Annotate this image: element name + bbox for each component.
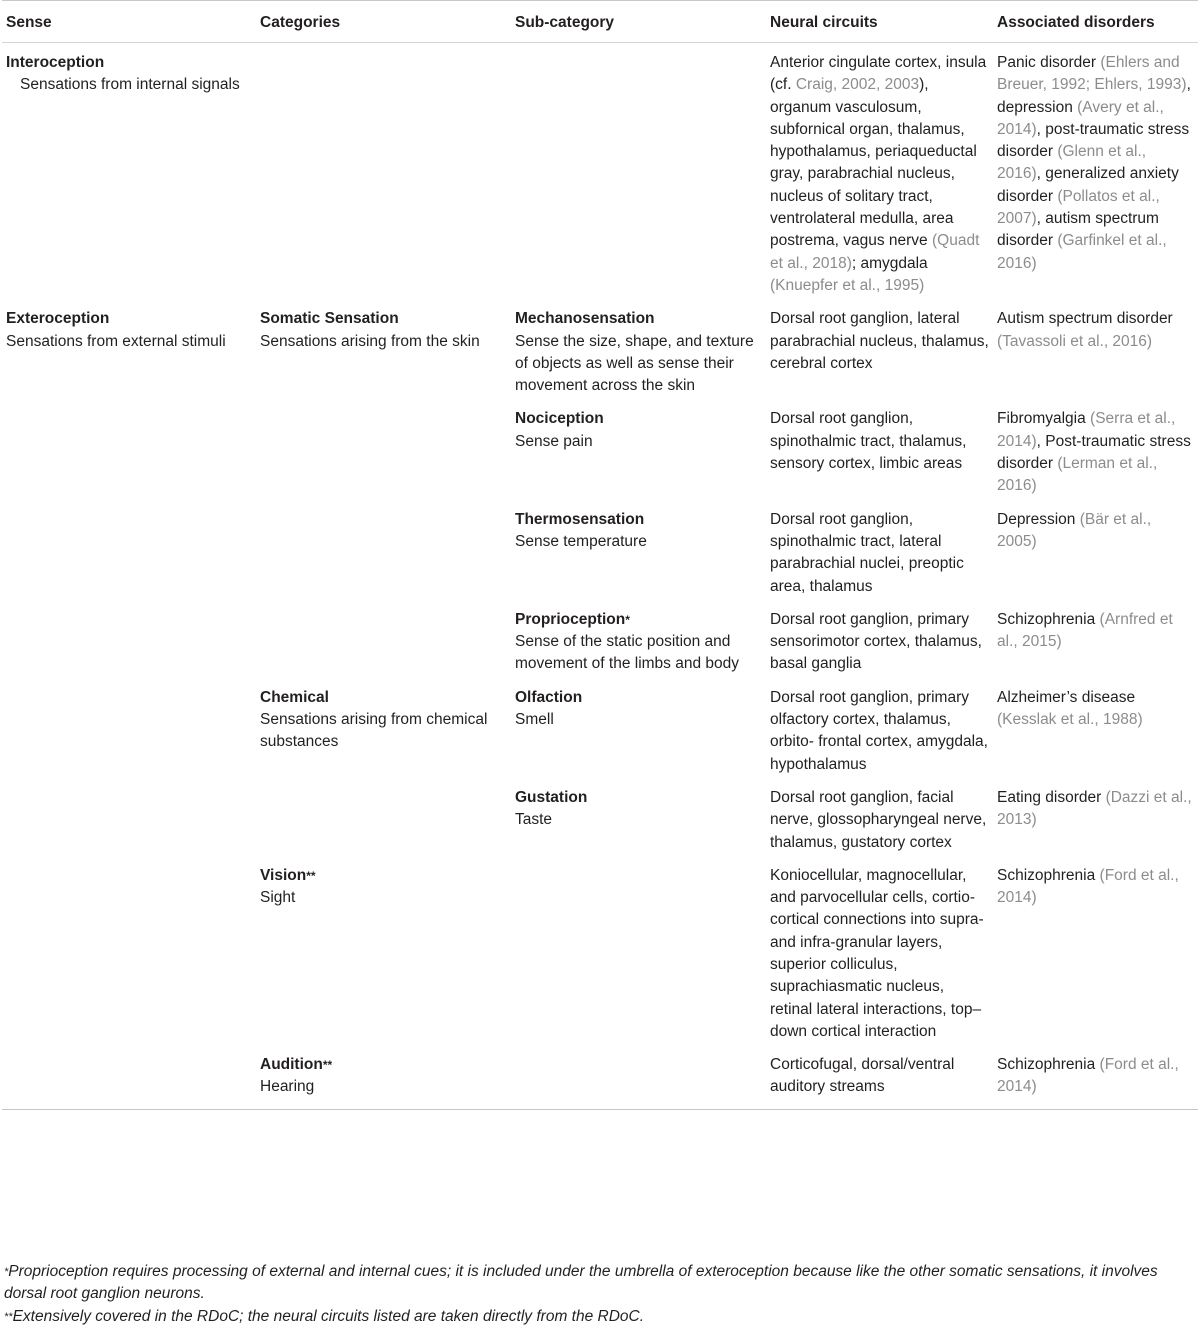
sense-cell (2, 43, 256, 300)
text-segment: Schizophrenia (997, 866, 1100, 884)
associated-disorders-cell (993, 778, 1198, 856)
footnote-mark: * (625, 612, 630, 627)
text-segment: Dorsal root ganglion, spinothalmic tract, thalamus, sensory cortex, limbic areas (770, 410, 967, 473)
sense-cell (2, 678, 256, 778)
table-row (2, 1045, 1198, 1109)
sub-category-title-text: Proprioception (515, 610, 626, 628)
category-description: Sensations arising from the skin (260, 332, 480, 350)
sub-category-title (515, 687, 762, 709)
citation: (Ehlers and Breuer, 1992; Ehlers, 1993) (997, 54, 1187, 94)
categories-cell (256, 399, 511, 499)
sub-category-title-text: Mechanosensation (515, 310, 655, 328)
sub-category-title-text: Olfaction (515, 688, 583, 706)
text-segment: Dorsal root ganglion, lateral parabrachial nucleus, thalamus, cerebral cortex (770, 310, 989, 372)
citation: (Avery et al., 2014) (997, 98, 1164, 138)
citation: (Bär et al., 2005) (997, 510, 1152, 550)
categories-cell (256, 500, 511, 600)
footnote-mark: ** (4, 1310, 13, 1323)
sense-cell (2, 399, 256, 499)
citation: (Quadt et al., 2018) (770, 232, 980, 272)
associated-disorders-cell (993, 399, 1198, 499)
text-segment: Schizophrenia (997, 1056, 1100, 1074)
associated-disorders-cell (993, 600, 1198, 678)
citation: (Pollatos et al., 2007) (997, 187, 1160, 228)
citation: (Serra et al., 2014) (997, 410, 1176, 450)
footnote-2 (4, 1306, 1196, 1328)
category-title-text: Somatic Sensation (260, 310, 399, 328)
associated-disorders-cell (993, 43, 1198, 300)
text-segment: Depression (997, 510, 1080, 528)
sub-category-cell (511, 678, 766, 778)
table-row (2, 600, 1198, 678)
sense-cell (2, 778, 256, 856)
category-title-text: Chemical (260, 688, 329, 706)
sub-category-description: Sense temperature (515, 532, 647, 550)
associated-disorders-cell (993, 299, 1198, 399)
text-segment: , post-traumatic stress disorder (997, 120, 1190, 161)
citation: (Garfinkel et al., 2016) (997, 232, 1167, 272)
header-row (2, 5, 1198, 43)
text-segment: Anterior cingulate cortex, insula (cf. (770, 54, 987, 94)
neural-circuits-cell (766, 1045, 993, 1109)
categories-cell (256, 600, 511, 678)
category-title (260, 308, 507, 330)
category-title (260, 865, 507, 887)
sub-category-description: Sense the size, shape, and texture of objects as well as sense their movement across the skin (515, 332, 754, 395)
sub-category-cell (511, 43, 766, 300)
citation: (Dazzi et al., 2013) (997, 788, 1192, 829)
footnote-text: Extensively covered in the RDoC; the neural circuits listed are taken directly from the RDoC. (12, 1307, 645, 1325)
sub-category-cell (511, 399, 766, 499)
header-categories: Categories (256, 5, 511, 43)
sub-category-cell (511, 500, 766, 600)
sub-category-title (515, 609, 762, 631)
text-segment: Koniocellular, magnocellular, and parvocellular cells, cortio-cortical connections into supra- and infra-granular layers, superior colliculus, suprachiasmatic nucleus, retinal lateral interactions, top–down cortical interaction (770, 866, 984, 1040)
sub-category-cell (511, 778, 766, 856)
citation: (Lerman et al., 2016) (997, 455, 1158, 495)
neural-circuits-cell (766, 600, 993, 678)
neural-circuits-cell (766, 856, 993, 1045)
text-segment: , Post-traumatic stress disorder (997, 432, 1191, 473)
citation: (Ford et al., 2014) (997, 1056, 1179, 1096)
text-segment: Panic disorder (997, 54, 1101, 71)
sub-category-title (515, 308, 762, 330)
neural-circuits-cell (766, 678, 993, 778)
text-segment: Autism spectrum disorder (997, 310, 1173, 328)
header-associated-disorders: Associated disorders (993, 5, 1198, 43)
text-segment: Alzheimer’s disease (997, 688, 1136, 706)
text-segment: Eating disorder (997, 788, 1106, 806)
header-neural-circuits: Neural circuits (766, 5, 993, 43)
citation: (Knuepfer et al., 1995) (770, 276, 925, 294)
footnote-mark: * (4, 1266, 9, 1278)
category-description: Hearing (260, 1078, 315, 1096)
table-row (2, 299, 1198, 399)
categories-cell (256, 678, 511, 778)
table-row (2, 856, 1198, 1045)
header-sub-category: Sub-category (511, 5, 766, 43)
text-segment: Corticofugal, dorsal/ventral auditory streams (770, 1056, 955, 1096)
citation: (Ford et al., 2014) (997, 866, 1179, 907)
neural-circuits-cell (766, 399, 993, 499)
sub-category-title (515, 787, 762, 809)
neural-circuits-cell (766, 43, 993, 300)
table-row (2, 778, 1198, 856)
sense-cell (2, 500, 256, 600)
sub-category-title (515, 509, 762, 531)
category-title-text: Audition (260, 1056, 323, 1074)
citation: (Tavassoli et al., 2016) (997, 332, 1153, 350)
citation: (Arnfred et al., 2015) (997, 610, 1173, 651)
sub-category-cell (511, 856, 766, 1045)
footnote-text: Proprioception requires processing of external and internal cues; it is included under the umbrella of exteroception because like the other somatic sensations, it involves dorsal root ganglion neurons. (4, 1263, 1158, 1303)
text-segment: Schizophrenia (997, 610, 1100, 628)
text-segment: , depression (997, 76, 1191, 116)
sub-category-title-text: Thermosensation (515, 510, 645, 528)
sub-category-title (515, 408, 762, 430)
neural-circuits-cell (766, 778, 993, 856)
footnote-mark: ** (306, 868, 316, 883)
associated-disorders-cell (993, 1045, 1198, 1109)
neural-circuits-cell (766, 299, 993, 399)
associated-disorders-cell (993, 856, 1198, 1045)
table-row-interoception (2, 43, 1198, 300)
table-row (2, 399, 1198, 499)
header-sense: Sense (2, 5, 256, 43)
text-segment: Dorsal root ganglion, primary olfactory cortex, thalamus, orbito- frontal cortex, amygdala, hypothalamus (770, 688, 988, 773)
category-title (260, 687, 507, 709)
sub-category-title-text: Nociception (515, 410, 604, 428)
sub-category-description: Sense of the static position and movement of the limbs and body (515, 633, 740, 673)
text-segment: ; amygdala (851, 254, 928, 272)
sub-category-cell (511, 299, 766, 399)
sub-category-description: Sense pain (515, 432, 593, 450)
citation: (Glenn et al., 2016) (997, 143, 1147, 183)
text-segment: , generalized anxiety disorder (997, 165, 1179, 205)
citation: (Kesslak et al., 1988) (997, 711, 1143, 729)
sense-title: Exteroception (6, 310, 110, 328)
text-segment: Fibromyalgia (997, 410, 1091, 428)
sensory-table (2, 0, 1198, 1110)
associated-disorders-cell (993, 500, 1198, 600)
text-segment: Dorsal root ganglion, primary sensorimotor cortex, thalamus, basal ganglia (770, 610, 982, 673)
categories-cell (256, 856, 511, 1045)
citation: Craig, 2002, 2003 (795, 76, 920, 94)
sense-cell (2, 299, 256, 399)
sense-cell (2, 1045, 256, 1109)
table-row (2, 500, 1198, 600)
categories-cell (256, 778, 511, 856)
footnote-mark: ** (322, 1058, 333, 1073)
sense-cell (2, 600, 256, 678)
sense-title: Interoception (6, 54, 105, 71)
table-row (2, 678, 1198, 778)
footnotes (4, 1261, 1196, 1328)
text-segment: , autism spectrum disorder (997, 210, 1159, 250)
sub-category-title-text: Gustation (515, 788, 588, 806)
associated-disorders-cell (993, 678, 1198, 778)
category-description: Sight (260, 889, 296, 907)
text-segment: Dorsal root ganglion, facial nerve, glossopharyngeal nerve, thalamus, gustatory cortex (770, 788, 987, 851)
categories-cell (256, 1045, 511, 1109)
text-segment: ), organum vasculosum, subfornical organ, thalamus, hypothalamus, periaqueductal gray, parabrachial nucleus, nucleus of solitary tract, ventrolateral medulla, area postrema, vagus nerve (770, 76, 977, 250)
categories-cell (256, 43, 511, 300)
sense-description: Sensations from internal signals (20, 76, 240, 94)
neural-circuits-cell (766, 500, 993, 600)
category-title-text: Vision (260, 866, 307, 884)
sense-cell (2, 856, 256, 1045)
sense-description: Sensations from external stimuli (6, 332, 226, 350)
sub-category-description: Taste (515, 811, 553, 829)
sub-category-cell (511, 600, 766, 678)
category-description: Sensations arising from chemical substances (260, 711, 488, 751)
text-segment: Dorsal root ganglion, spinothalmic tract, lateral parabrachial nuclei, preoptic area, thalamus (770, 510, 964, 595)
sub-category-cell (511, 1045, 766, 1109)
category-title (260, 1054, 507, 1076)
categories-cell (256, 299, 511, 399)
sub-category-description: Smell (515, 711, 554, 729)
footnote-1 (4, 1261, 1196, 1306)
